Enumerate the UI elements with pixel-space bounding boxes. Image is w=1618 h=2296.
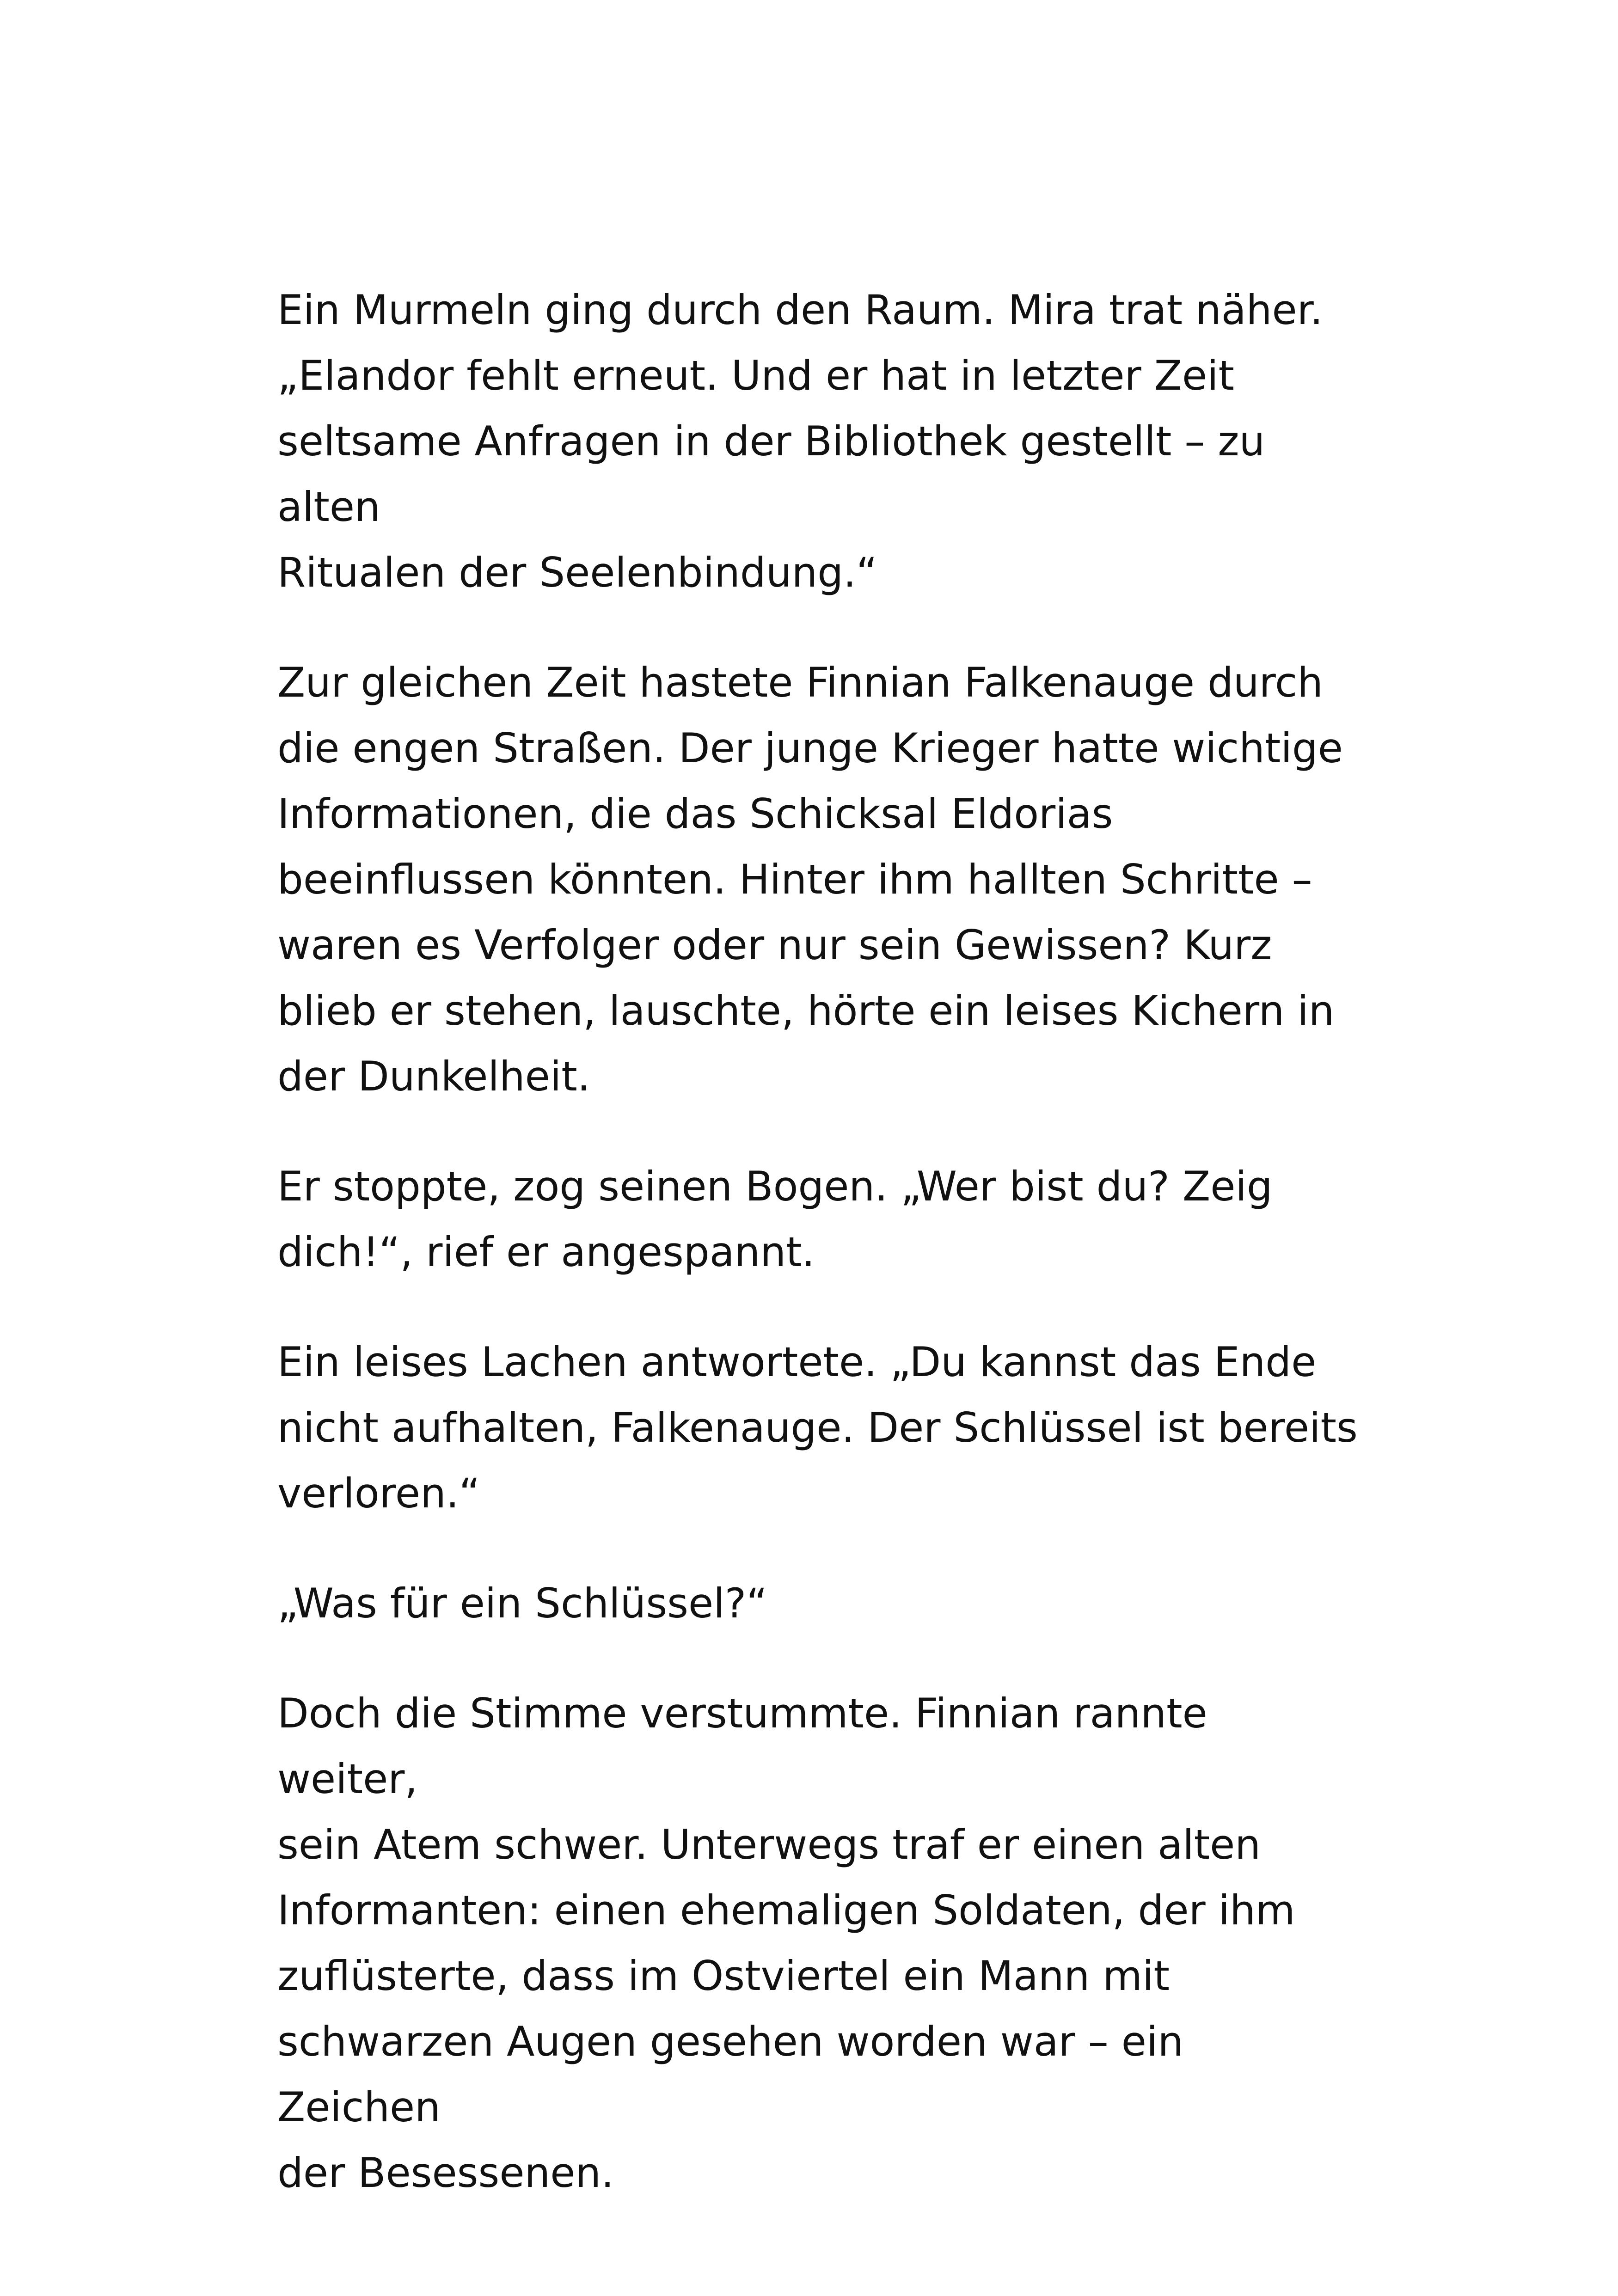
paragraph-6: Doch die Stimme verstummte. Finnian rannte weiter, sein Atem schwer. Unterwegs traf er einen alten Informanten: einen ehemaligen Soldaten, der ihm zuflüsterte, dass im Ostviertel ein Mann mit schwarzen Augen gesehen worden war – ein Zeichen der Besessenen. bbox=[277, 1690, 1295, 2197]
paragraph-3: Er stoppte, zog seinen Bogen. „Wer bist du? Zeig dich!“, rief er angespannt. bbox=[277, 1163, 1273, 1276]
paragraph-5: „Was für ein Schlüssel?“ bbox=[277, 1580, 767, 1627]
paragraph-2: Zur gleichen Zeit hastete Finnian Falkenauge durch die engen Straßen. Der junge Krieger hatte wichtige Informationen, die das Schicksal Eldorias beeinflussen könnten. Hinter ihm hallten Schritte – waren es Verfolger oder nur sein Gewissen? Kurz blieb er stehen, lauschte, hörte ein leises Kichern in der Dunkelheit. bbox=[277, 659, 1343, 1100]
paragraph-1: Ein Murmeln ging durch den Raum. Mira trat näher. „Elandor fehlt erneut. Und er hat in letzter Zeit seltsame Anfragen in der Bibliothek gestellt – zu alten Ritualen der Seelenbindung.“ bbox=[277, 286, 1323, 596]
paragraph-4: Ein leises Lachen antwortete. „Du kannst das Ende nicht aufhalten, Falkenauge. Der Schlüssel ist bereits verloren.“ bbox=[277, 1338, 1358, 1517]
document-body bbox=[277, 277, 1359, 2206]
